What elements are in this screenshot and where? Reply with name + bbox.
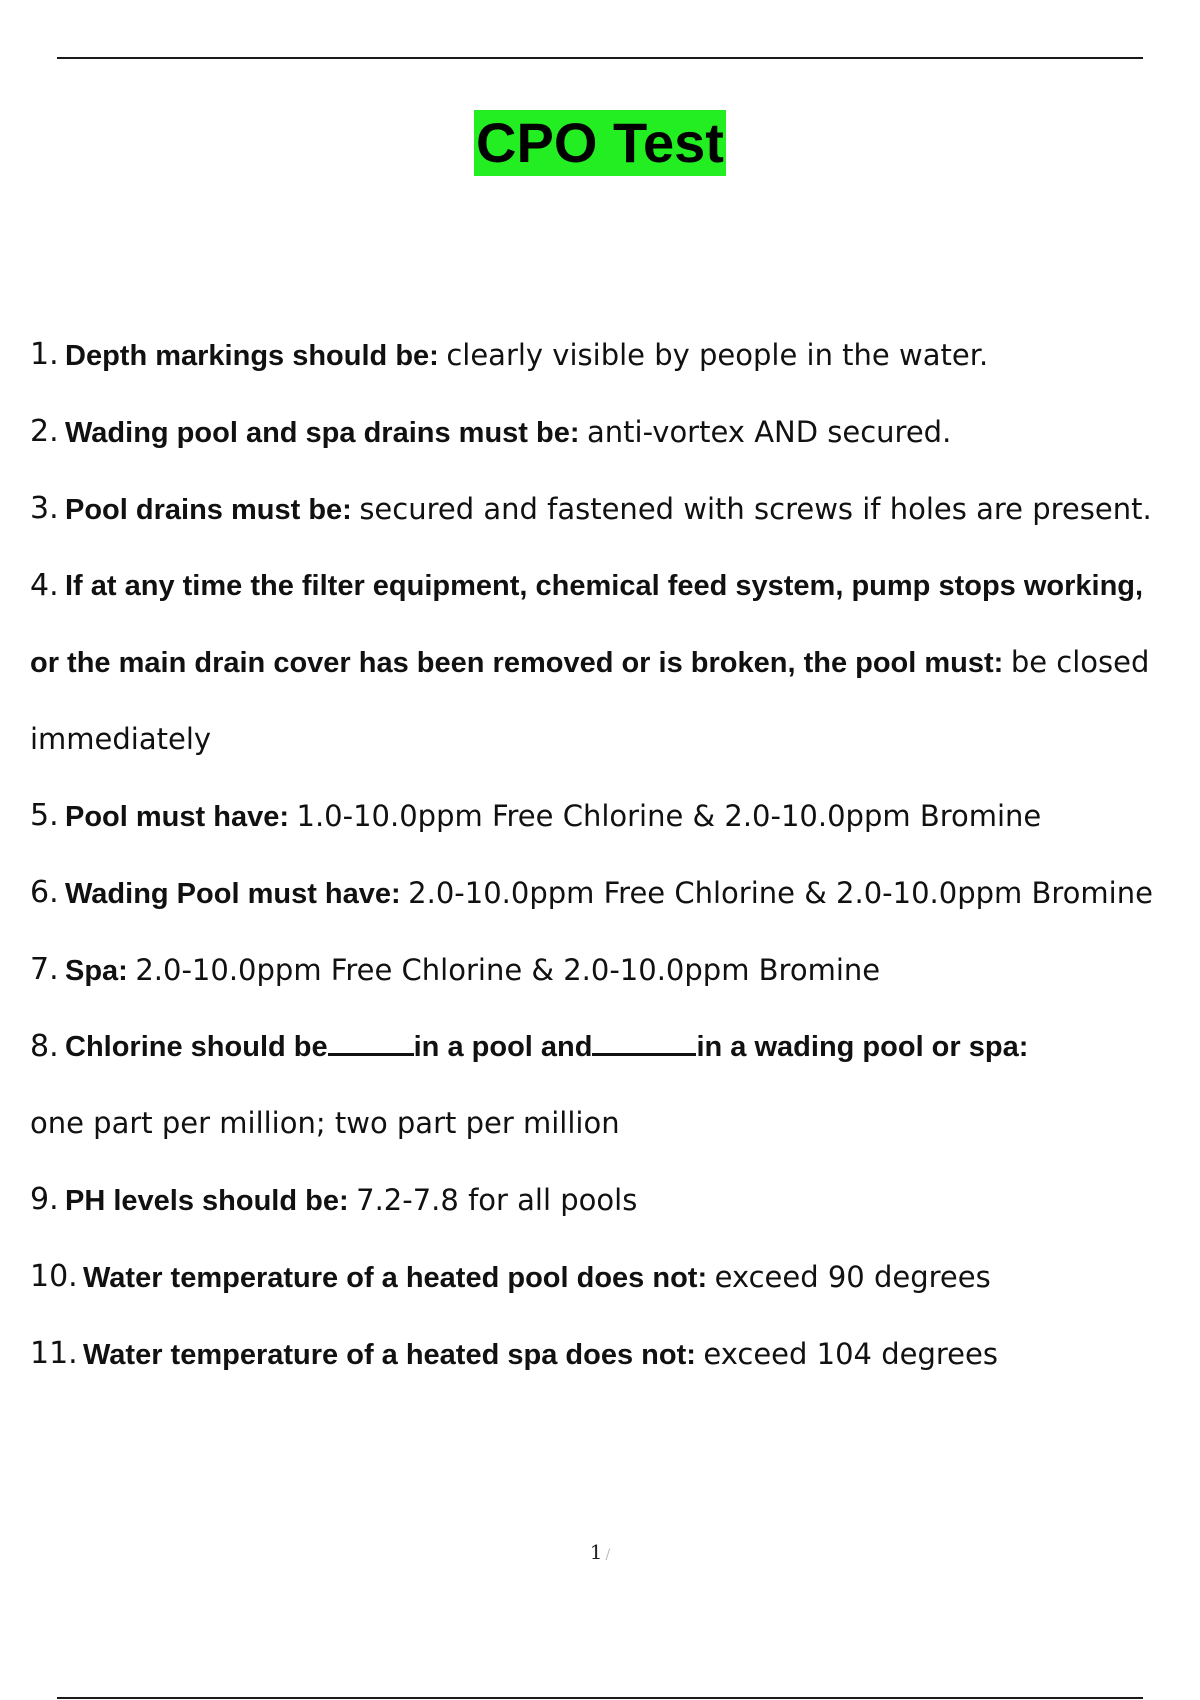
item-number: 11. bbox=[30, 1336, 78, 1371]
list-item bbox=[30, 1239, 1180, 1316]
page-number-separator: / bbox=[605, 1547, 611, 1563]
item-number: 6. bbox=[30, 875, 59, 910]
fill-in-blank bbox=[592, 1029, 696, 1056]
page-number bbox=[0, 1540, 1200, 1564]
answer-text: secured and fastened with screws if holes are present. bbox=[359, 492, 1152, 526]
answer-text: 1.0-10.0ppm Free Chlorine & 2.0-10.0ppm Bromine bbox=[296, 799, 1042, 833]
answer-text: 7.2-7.8 for all pools bbox=[356, 1183, 638, 1217]
item-number: 9. bbox=[30, 1182, 59, 1217]
fill-in-blank bbox=[328, 1029, 414, 1056]
title-block bbox=[0, 110, 1200, 176]
top-rule bbox=[57, 57, 1143, 59]
list-item bbox=[30, 1009, 1180, 1162]
item-number: 10. bbox=[30, 1259, 78, 1294]
list-item bbox=[30, 548, 1180, 778]
question-text: Pool drains must be: bbox=[65, 494, 352, 526]
question-text: Water temperature of a heated pool does not: bbox=[83, 1262, 708, 1294]
item-number: 4. bbox=[30, 568, 59, 603]
item-number: 1. bbox=[30, 337, 59, 372]
item-number: 8. bbox=[30, 1029, 59, 1064]
item-number: 7. bbox=[30, 952, 59, 987]
question-text-part: in a pool and bbox=[413, 1031, 593, 1063]
question-text: Wading Pool must have: bbox=[65, 878, 401, 910]
list-item bbox=[30, 394, 1180, 471]
page-title: CPO Test bbox=[476, 111, 724, 174]
question-text: Water temperature of a heated spa does not: bbox=[83, 1339, 696, 1371]
question-text-part: Chlorine should be bbox=[65, 1031, 328, 1063]
page-number-value: 1 bbox=[589, 1540, 603, 1564]
question-text: If at any time the filter equipment, chemical feed system, pump stops working, or the main drain cover has been removed or is broken, the pool must: bbox=[30, 570, 1144, 679]
answer-text: exceed 104 degrees bbox=[703, 1337, 998, 1371]
question-text: Wading pool and spa drains must be: bbox=[65, 417, 580, 449]
list-item bbox=[30, 317, 1180, 394]
answer-text: 2.0-10.0ppm Free Chlorine & 2.0-10.0ppm Bromine bbox=[135, 953, 881, 987]
item-number: 2. bbox=[30, 414, 59, 449]
item-number: 5. bbox=[30, 798, 59, 833]
list-item bbox=[30, 1162, 1180, 1239]
question-text: PH levels should be: bbox=[65, 1185, 349, 1217]
answer-text: one part per million; two part per million bbox=[30, 1106, 620, 1140]
answer-text: clearly visible by people in the water. bbox=[446, 338, 989, 372]
question-text: Pool must have: bbox=[65, 801, 289, 833]
question-text: Spa: bbox=[65, 955, 128, 987]
question-list bbox=[30, 317, 1180, 1393]
question-text: Depth markings should be: bbox=[65, 340, 439, 372]
list-item bbox=[30, 778, 1180, 855]
list-item bbox=[30, 471, 1180, 548]
item-number: 3. bbox=[30, 491, 59, 526]
answer-text: exceed 90 degrees bbox=[714, 1260, 991, 1294]
answer-text: anti-vortex AND secured. bbox=[587, 415, 952, 449]
answer-text: be closed immediately bbox=[30, 645, 1150, 756]
bottom-rule bbox=[57, 1697, 1143, 1699]
question-text-part: in a wading pool or spa: bbox=[696, 1031, 1029, 1063]
answer-text: 2.0-10.0ppm Free Chlorine & 2.0-10.0ppm Bromine bbox=[408, 876, 1153, 910]
list-item bbox=[30, 855, 1180, 932]
list-item bbox=[30, 932, 1180, 1009]
list-item bbox=[30, 1316, 1180, 1393]
